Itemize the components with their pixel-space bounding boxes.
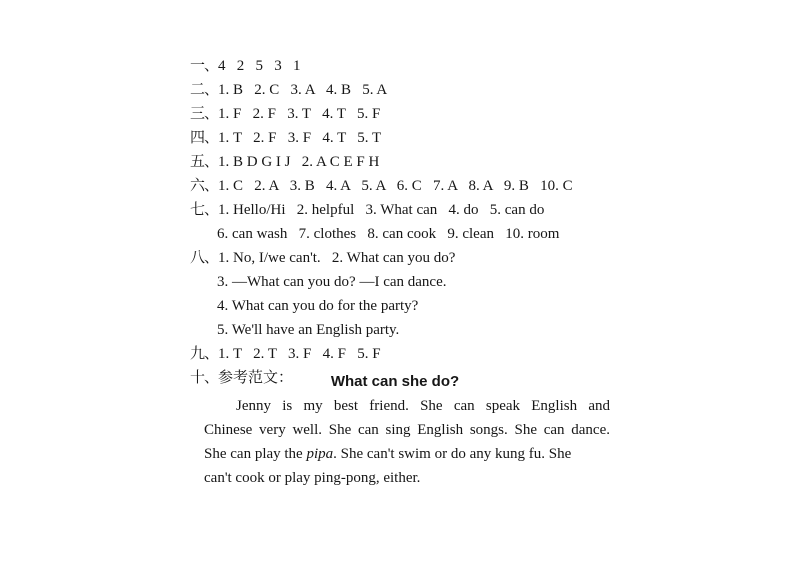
answer-text: 1. Hello/Hi 2. helpful 3. What can 4. do 5. can do [218,202,545,218]
section-mark: 八、 [190,250,219,266]
answer-text: 参考范文： [218,370,294,386]
answer-text: 3. —What can you do? —I can dance. [217,274,447,290]
essay-line-1 [236,396,610,416]
essay-text: Chinese very well. She can sing English songs. She can dance. [204,422,610,438]
answer-text: 4 2 5 3 1 [218,58,301,74]
answer-text: 1. No, I/we can't. 2. What can you do? [218,250,456,266]
answer-text: 5. We'll have an English party. [217,322,400,338]
section-mark: 六、 [190,178,219,194]
section-mark: 一、 [190,58,219,74]
answer-text: 1. B D G I J 2. A C E F H [218,154,380,170]
essay-text: Jenny is my best friend. She can speak English and [236,398,610,414]
section-mark: 三、 [190,106,219,122]
answer-text: 6. can wash 7. clothes 8. can cook 9. clean 10. room [217,226,560,242]
essay-text: can't cook or play ping-pong, either. [204,470,421,486]
essay-title: What can she do? [330,373,460,390]
section-mark: 七、 [190,202,219,218]
essay-text: She can play the [204,446,307,462]
answer-text: 1. C 2. A 3. B 4. A 5. A 6. C 7. A 8. A 9. B 10. C [218,178,573,194]
essay-italic-word: pipa [306,446,334,462]
answer-text: 1. F 2. F 3. T 4. T 5. F [218,106,381,122]
answer-text: 4. What can you do for the party? [217,298,419,314]
essay-line-4 [204,468,610,488]
section-mark: 二、 [190,82,219,98]
section-mark: 四、 [190,130,219,146]
essay-line-3 [204,444,610,464]
answer-text: 1. T 2. T 3. F 4. F 5. F [218,346,381,362]
answer-text: 1. B 2. C 3. A 4. B 5. A [218,82,388,98]
section-mark: 九、 [190,346,219,362]
section-mark: 五、 [190,154,219,170]
essay-line-2 [204,420,610,440]
section-mark: 十、 [190,370,219,386]
answer-text: 1. T 2. F 3. F 4. T 5. T [218,130,382,146]
essay-text: . She can't swim or do any kung fu. She [333,446,572,462]
